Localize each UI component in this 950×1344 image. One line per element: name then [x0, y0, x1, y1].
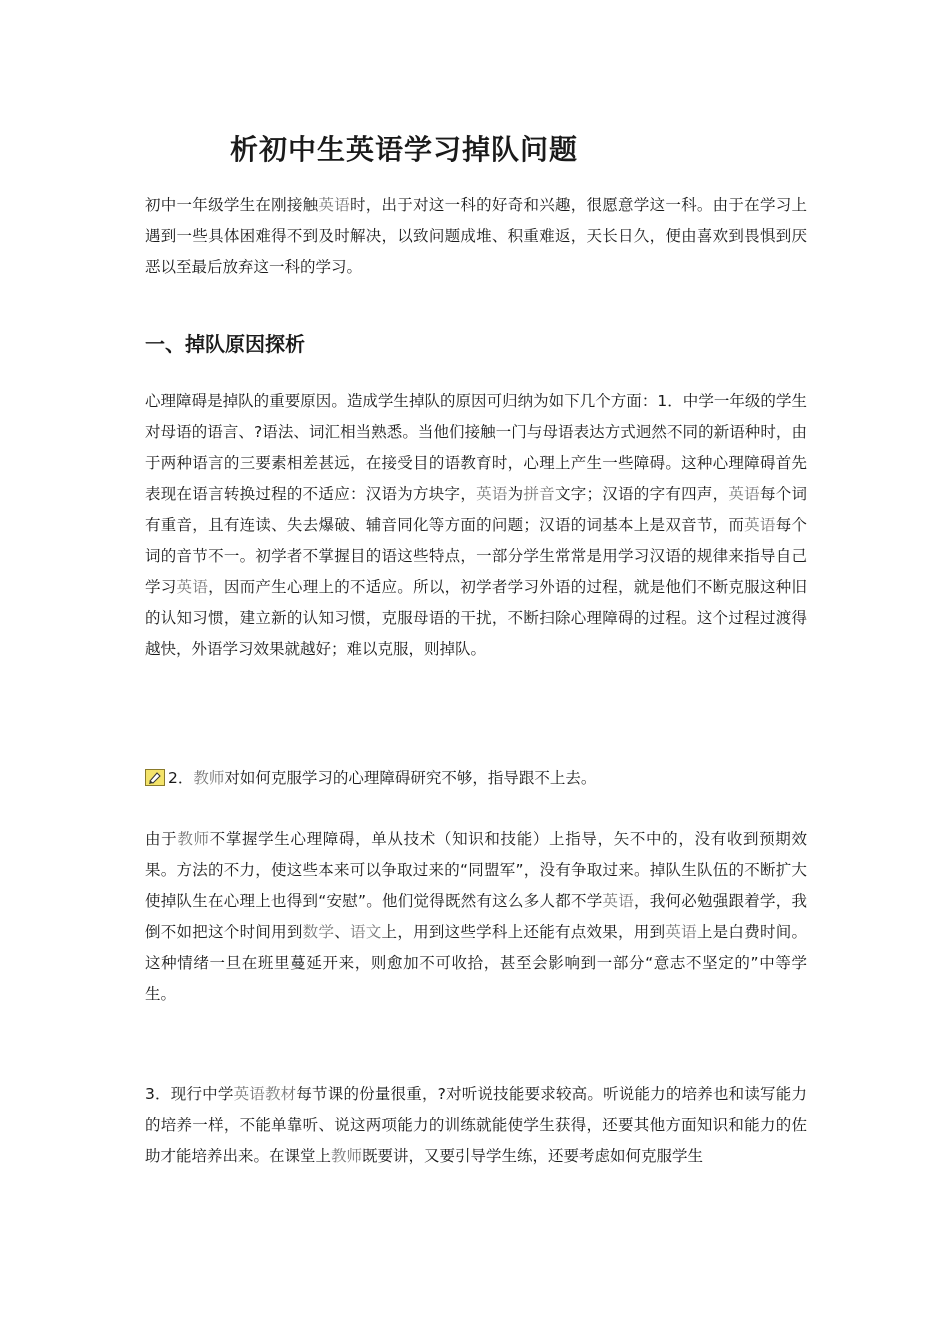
- text-run: 心理障碍是掉队的重要原因。造成学生掉队的原因可归纳为如下几个方面：: [145, 392, 658, 410]
- link-teacher[interactable]: 教师: [193, 769, 225, 787]
- item-2: [145, 763, 807, 794]
- text-run: 现行中学: [170, 1085, 234, 1103]
- link-teacher[interactable]: 教师: [177, 830, 210, 848]
- link-english[interactable]: 英语: [318, 196, 350, 214]
- text-run: 既要讲，又要引导学生练，还要考虑如何克服学生: [362, 1147, 704, 1165]
- text-run: 对如何克服学习的心理障碍研究不够，指导跟不上去。: [224, 769, 597, 787]
- link-english[interactable]: 英语: [744, 516, 776, 534]
- link-english[interactable]: 英语: [176, 578, 209, 596]
- link-english[interactable]: 英语: [476, 485, 508, 503]
- item-number: 3．: [145, 1085, 171, 1103]
- link-english-textbook[interactable]: 英语教材: [233, 1085, 297, 1103]
- text-run: 每个词的音节不一。初学者不掌握目的语这些特点，一部分学生常常是用学习汉语的规律来指导自己学习: [145, 516, 807, 596]
- text-run: 、: [334, 923, 350, 941]
- link-teacher[interactable]: 教师: [331, 1147, 363, 1165]
- intro-paragraph: [145, 190, 807, 283]
- text-run: 中学一年级的学生对母语的语言、?语法、词汇相当熟悉。当他们接触一门与母语表达方式迥然不同的新语种时，由于两种语言的三要素相差甚远，在接受目的语教育时，心理上产生一些障碍。这种心理障碍首先表现在语言转换过程的不适应：汉语为方块字，: [145, 392, 807, 503]
- link-math[interactable]: 数学: [302, 923, 335, 941]
- text-run: ，我何必勉强跟着学，我倒不如把这个时间用到: [145, 892, 807, 941]
- link-english[interactable]: 英语: [728, 485, 760, 503]
- link-chinese[interactable]: 语文: [350, 923, 382, 941]
- document-title: 析初中生英语学习掉队问题: [230, 133, 579, 166]
- link-english[interactable]: 英语: [665, 923, 697, 941]
- paragraph-2: [145, 824, 807, 1010]
- text-run: 上是白费时间。这种情绪一旦在班里蔓延开来，则愈加不可收拾，甚至会影响到一部分“意志不坚定的”中等学生。: [145, 923, 807, 1003]
- text-run: 时，出于对这一科的好奇和兴趣，很愿意学这一科。由于在学习上遇到一些具体困难得不到及时解决，以致问题成堆、积重难返，天长日久，便由喜欢到畏惧到厌恶以至最后放弃这一科的学习。: [145, 196, 807, 276]
- text-run: 不掌握学生心理障碍，单从技术（知识和技能）上指导，矢不中的，没有收到预期效果。方法的不力，使这些本来可以争取过来的“同盟军”，没有争取过来。掉队生队伍的不断扩大使掉队生在心理上也得到“安慰”。他们觉得既然有这么多人都不学: [145, 830, 807, 910]
- text-run: 文字；汉语的字有四声，: [554, 485, 729, 503]
- text-run: ，因而产生心理上的不适应。所以，初学者学习外语的过程，就是他们不断克服这种旧的认知习惯，建立新的认知习惯，克服母语的干扰，不断扫除心理障碍的过程。这个过程过渡得越快，外语学习效果就越好；难以克服，则掉队。: [145, 578, 807, 658]
- link-english[interactable]: 英语: [602, 892, 634, 910]
- text-run: 初中一年级学生在刚接触: [145, 196, 319, 214]
- text-run: 为: [507, 485, 524, 503]
- text-run: 由于: [145, 830, 178, 848]
- paragraph-1: [145, 386, 807, 665]
- item-number: 1．: [657, 392, 683, 410]
- note-icon[interactable]: [145, 766, 165, 783]
- paragraph-3: [145, 1079, 807, 1172]
- text-run: 上，用到这些学科上还能有点效果，用到: [381, 923, 666, 941]
- item-number: 2．: [168, 769, 194, 787]
- text-run: 每个词有重音，且有连读、失去爆破、辅音同化等方面的问题；汉语的词基本上是双音节，而: [145, 485, 807, 534]
- text-run: 每节课的份量很重，?对听说技能要求较高。听说能力的培养也和读写能力的培养一样，不能单靠听、说这两项能力的训练就能使学生获得，还要其他方面知识和能力的佐助才能培养出来。在课堂上: [145, 1085, 807, 1165]
- section-heading: 一、掉队原因探析: [145, 332, 305, 356]
- link-pinyin[interactable]: 拼音: [523, 485, 555, 503]
